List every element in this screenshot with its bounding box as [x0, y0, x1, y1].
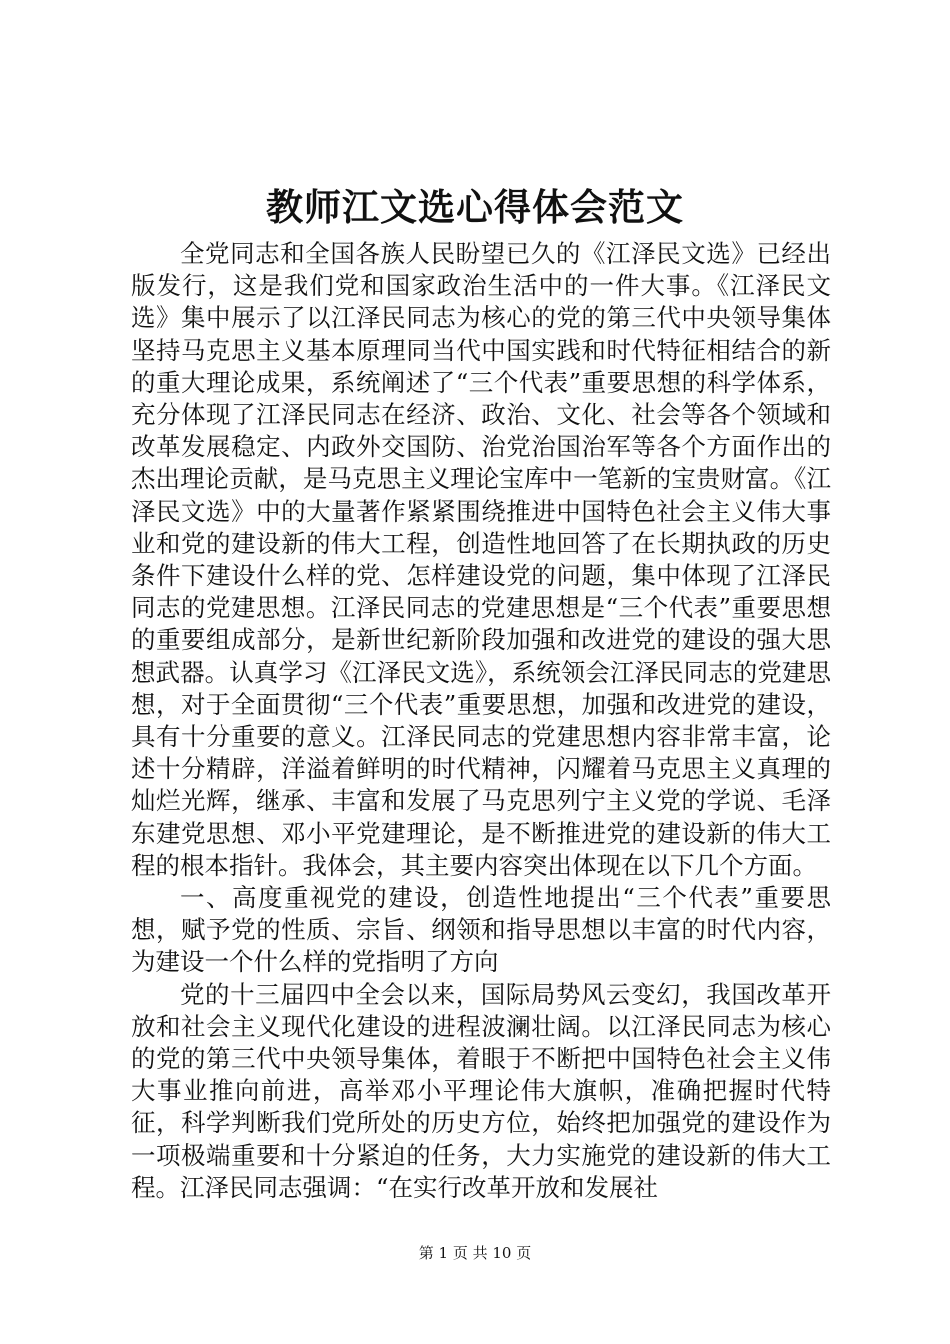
- document-title: 教师江文选心得体会范文: [266, 185, 684, 229]
- paragraph-intro: 全党同志和全国各族人民盼望已久的《江泽民文选》已经出版发行，这是我们党和国家政治生活中的一件大事。《江泽民文选》集中展示了以江泽民同志为核心的党的第三代中央领导集体坚持马克思主义基本原理同当代中国实践和时代特征相结合的新的重大理论成果，系统阐述了“三个代表”重要思想的科学体系，充分体现了江泽民同志在经济、政治、文化、社会等各个领域和改革发展稳定、内政外交国防、治党治国治军等各个方面作出的杰出理论贡献，是马克思主义理论宝库中一笔新的宝贵财富。《江泽民文选》中的大量著作紧紧围绕推进中国特色社会主义伟大事业和党的建设新的伟大工程，创造性地回答了在长期执政的历史条件下建设什么样的党、怎样建设党的问题，集中体现了江泽民同志的党建思想。江泽民同志的党建思想是“三个代表”重要思想的重要组成部分，是新世纪新阶段加强和改进党的建设的强大思想武器。认真学习《江泽民文选》，系统领会江泽民同志的党建思想，对于全面贯彻“三个代表”重要思想，加强和改进党的建设，具有十分重要的意义。江泽民同志的党建思想内容非常丰富，论述十分精辟，洋溢着鲜明的时代精神，闪耀着马克思主义真理的灿烂光辉，继承、丰富和发展了马克思列宁主义党的学说、毛泽东建党思想、邓小平党建理论，是不断推进党的建设新的伟大工程的根本指针。我体会，其主要内容突出体现在以下几个方面。: [131, 239, 831, 880]
- document-body: [131, 238, 831, 1204]
- page-footer: 第 1 页 共 10 页: [418, 1244, 532, 1262]
- paragraph-section-body: 党的十三届四中全会以来，国际局势风云变幻，我国改革开放和社会主义现代化建设的进程波澜壮阔。以江泽民同志为核心的党的第三代中央领导集体，着眼于不断把中国特色社会主义伟大事业推向前进，高举邓小平理论伟大旗帜，准确把握时代特征，科学判断我们党所处的历史方位，始终把加强党的建设作为一项极端重要和十分紧迫的任务，大力实施党的建设新的伟大工程。江泽民同志强调：“在实行改革开放和发展社: [131, 979, 831, 1202]
- paragraph-section-heading: 一、高度重视党的建设，创造性地提出“三个代表”重要思想，赋予党的性质、宗旨、纲领和指导思想以丰富的时代内容，为建设一个什么样的党指明了方向: [131, 883, 831, 977]
